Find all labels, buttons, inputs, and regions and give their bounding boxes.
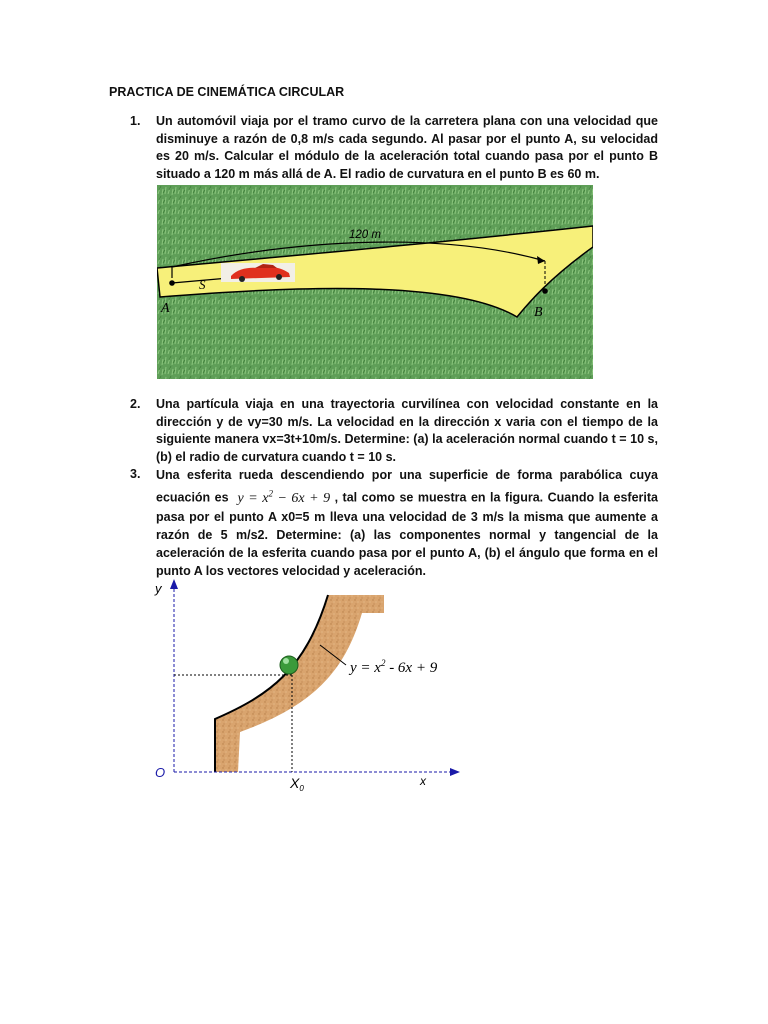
problem-3 [130,466,658,580]
x-axis-arrowhead [450,768,460,776]
parabolic-surface [215,595,384,772]
page-title: PRACTICA DE CINEMÁTICA CIRCULAR [109,85,345,99]
equation [237,488,331,506]
problem-text: Un automóvil viaja por el tramo curvo de la carretera plana con una velocidad que disminuye a razón de 0,8 m/s cada segundo. Al pasar por el punto A, su velocidad es 20 m/s. Calcular el módulo de la aceleración total cuando pasa por el punto B situado a 120 m más allá de A. El radio de curvatura en el punto B es 60 m. [156,114,658,181]
problem-text [156,466,658,580]
point-a-label: A [161,301,170,316]
problem-text: Una partícula viaja en una trayectoria curvilínea con velocidad constante en la dirección y de vy=30 m/s. La velocidad en la dirección x varia con el tiempo de la siguiente manera vx=3t+10m/s. Determine: (a) la aceleración normal cuando t = 10 s, (b) el radio de curvatura cuando t = 10 s. [156,397,658,464]
problem-text-after: , tal como se muestra en la figura. Cuando la esferita pasa por el punto A x0=5 m lleva una velocidad de 3 m/s la misma que aumente a razón de 5 m/s2. Determine: (a) las componentes normal y tangencial de la aceleración de la esferita cuando pasa por el punto A, (b) el ángulo que forma en el punto A los vectores velocidad y aceleración. [156,490,658,578]
problem-text-before: Una esferita rueda descendiendo por una superficie de forma parabólica cuya ecuación es [156,468,658,505]
x0-label: $X_0$ [290,775,304,793]
distance-label: 120 m [349,229,381,241]
origin-label: O [155,765,166,780]
parabola-figure [150,575,460,795]
car-icon [221,263,295,282]
problem-number: 1. [130,114,141,128]
arc-s-label: S [199,277,206,292]
equation-exponent: 2 [268,488,273,498]
point-a-dot [169,280,175,286]
problem-number: 3. [130,467,141,481]
x-axis-label: x [420,774,426,788]
problem-number: 2. [130,397,141,411]
equation-rhs: − 6x + 9 [272,490,331,506]
equation-lhs: y = x [237,490,269,506]
y-axis-label: y [155,581,162,596]
ball [280,656,298,674]
problem-2 [130,396,658,466]
problem-1 [130,113,658,183]
y-axis-arrowhead [170,579,178,589]
point-b-label: B [534,305,543,320]
point-b-dot [542,288,548,294]
curve-equation-label: $y = x^2 - 6x + 9$ [350,658,438,676]
curved-road-figure [157,185,593,379]
